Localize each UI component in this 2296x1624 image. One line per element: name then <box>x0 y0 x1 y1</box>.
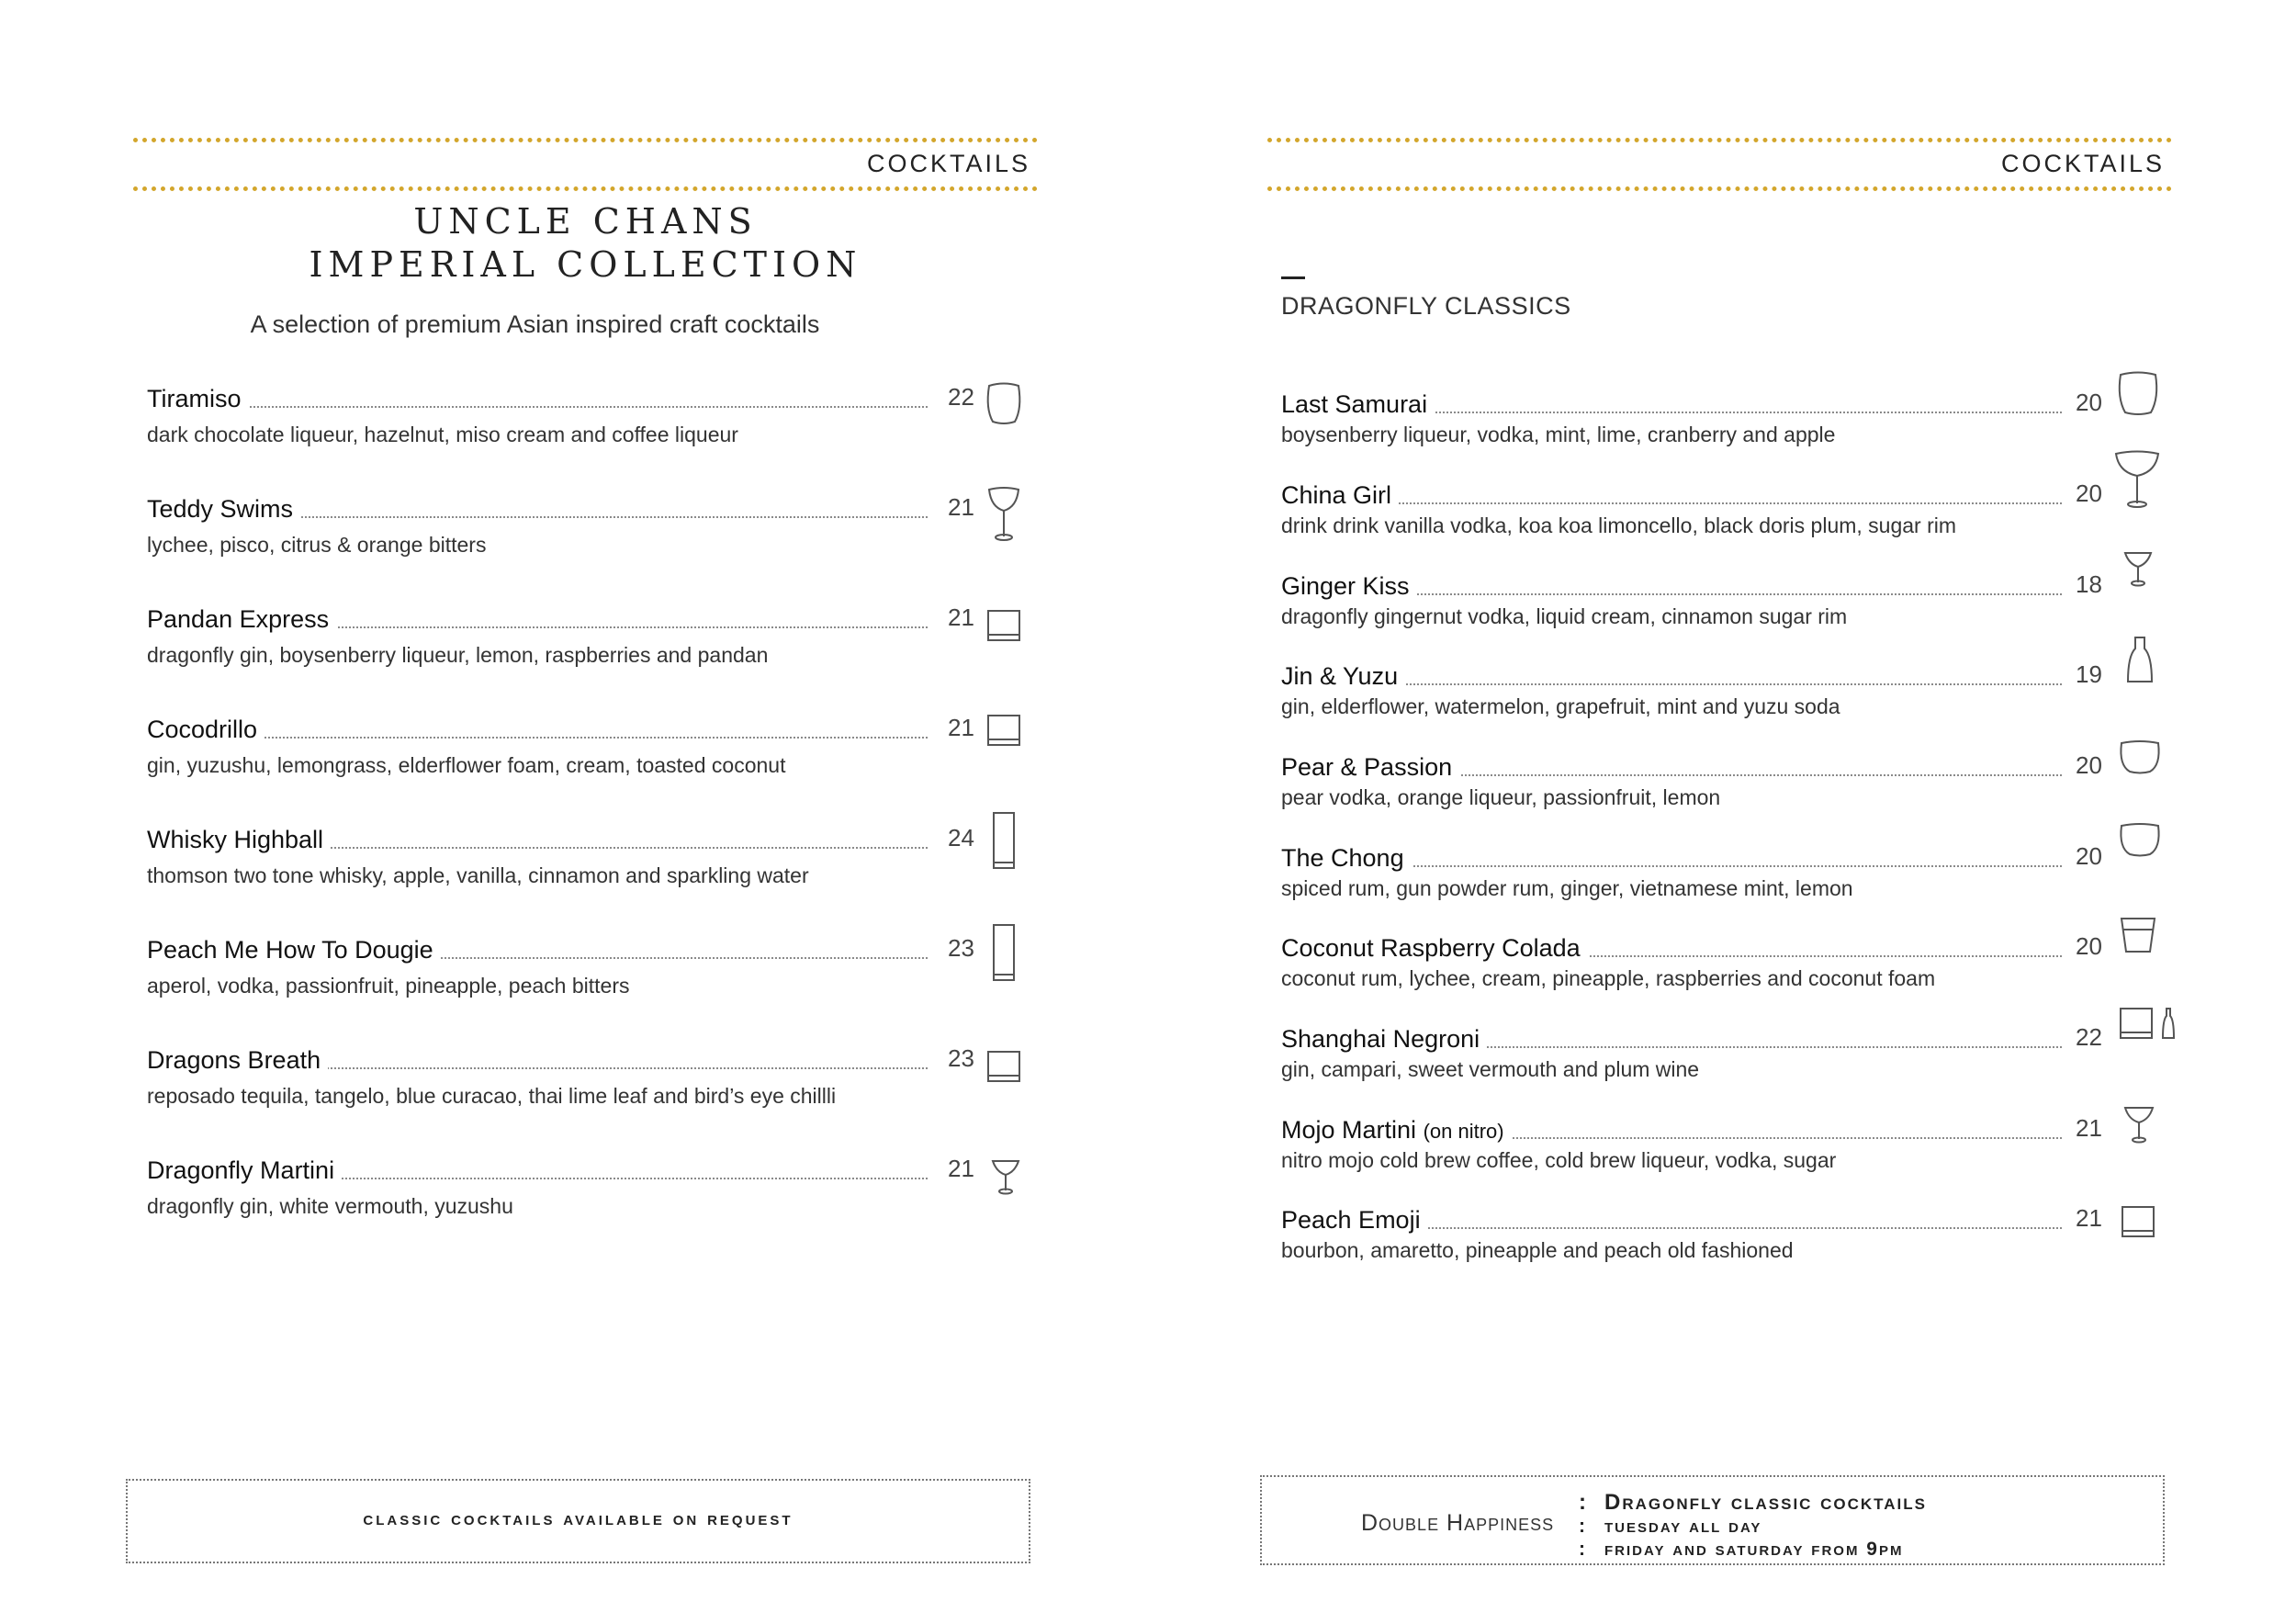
item-name <box>1281 390 1435 419</box>
rocks-glass-icon <box>986 1050 1021 1083</box>
item-price: 20 <box>2076 389 2102 416</box>
menu-item <box>147 1148 1033 1219</box>
bottom-dotted-rule <box>1267 186 2172 191</box>
item-name-text: Ginger Kiss <box>1281 572 1410 600</box>
item-description: bourbon, amaretto, pineapple and peach old fashioned <box>1281 1238 1794 1262</box>
menu-item <box>147 487 1033 558</box>
item-price: 20 <box>2076 751 2102 779</box>
dotted-leader <box>147 406 928 408</box>
title-line-2: IMPERIAL COLLECTION <box>309 244 862 285</box>
menu-item <box>1281 1198 2167 1263</box>
double-happiness-line-text: friday and saturday from 9pm <box>1604 1539 1904 1560</box>
item-name <box>1281 934 1588 963</box>
item-price: 21 <box>2076 1204 2102 1232</box>
menu-item <box>1281 836 2167 901</box>
item-description: dragonfly gin, boysenberry liqueur, lemon, raspberries and pandan <box>147 643 769 667</box>
menu-item <box>1281 564 2167 629</box>
item-price: 19 <box>2076 660 2102 688</box>
item-name <box>1281 572 1417 601</box>
double-happiness-line: : tuesday all day <box>1579 1516 1762 1537</box>
tapered-glass-icon <box>2120 917 2156 953</box>
item-price: 22 <box>948 383 974 411</box>
double-happiness-label: Double Happiness <box>1361 1510 1555 1536</box>
menu-item <box>1281 382 2167 447</box>
section-label: COCKTAILS <box>866 150 1030 177</box>
item-name: Tiramiso <box>147 385 249 413</box>
item-name-text: Coconut Raspberry Colada <box>1281 934 1581 962</box>
item-name <box>1281 1025 1487 1054</box>
tumbler-glass-icon <box>985 381 1022 425</box>
tumbler-glass-icon <box>2117 370 2159 416</box>
item-name-text: The Chong <box>1281 844 1404 872</box>
item-description: reposado tequila, tangelo, blue curacao, thai lime leaf and bird’s eye chillli <box>147 1084 837 1108</box>
item-description: pear vodka, orange liqueur, passionfruit, lemon <box>1281 785 1721 809</box>
highball-glass-icon <box>992 923 1016 982</box>
item-description: gin, elderflower, watermelon, grapefruit, mint and yuzu soda <box>1281 694 1840 718</box>
item-name-note: (on nitro) <box>1423 1120 1504 1143</box>
double-happiness-line-text: tuesday all day <box>1604 1516 1762 1537</box>
item-price: 21 <box>948 603 974 631</box>
coupe-glass-icon <box>987 487 1020 542</box>
item-description: dragonfly gingernut vodka, liquid cream, cinnamon sugar rim <box>1281 604 1848 628</box>
item-name: Dragons Breath <box>147 1046 328 1075</box>
item-price: 20 <box>2076 479 2102 507</box>
item-name: Whisky Highball <box>147 826 331 854</box>
item-description: drink drink vanilla vodka, koa koa limoncello, black doris plum, sugar rim <box>1281 513 1957 537</box>
item-name <box>1281 1206 1428 1235</box>
rocks-glass-icon <box>986 714 1021 747</box>
item-price: 22 <box>2076 1023 2102 1051</box>
menu-item <box>147 1038 1033 1109</box>
item-description: coconut rum, lychee, cream, pineapple, raspberries and coconut foam <box>1281 966 1936 990</box>
item-name-text: Pear & Passion <box>1281 753 1453 781</box>
top-dotted-rule <box>1267 138 2172 142</box>
double-happiness-box <box>1260 1475 2165 1565</box>
item-description: thomson two tone whisky, apple, vanilla, cinnamon and sparkling water <box>147 863 809 887</box>
footer-notice-box <box>126 1479 1030 1563</box>
item-name <box>1281 753 1459 782</box>
item-name: Cocodrillo <box>147 716 264 744</box>
item-name <box>1281 481 1399 510</box>
item-name: Teddy Swims <box>147 495 300 524</box>
item-description: gin, yuzushu, lemongrass, elderflower foam, cream, toasted coconut <box>147 753 786 777</box>
left-menu-page <box>133 0 1038 1624</box>
highball-glass-icon <box>992 811 1016 870</box>
item-name-text: Jin & Yuzu <box>1281 662 1399 690</box>
menu-item <box>147 377 1033 447</box>
item-price: 24 <box>948 824 974 851</box>
top-dotted-rule <box>133 138 1038 142</box>
menu-item <box>1281 473 2167 538</box>
bottom-dotted-rule <box>133 186 1038 191</box>
menu-item <box>147 818 1033 888</box>
item-description: lychee, pisco, citrus & orange bitters <box>147 533 487 557</box>
item-name: Pandan Express <box>147 605 336 634</box>
item-name-text: Peach Emoji <box>1281 1206 1421 1234</box>
martini-glass-icon <box>2123 1106 2155 1145</box>
item-description: nitro mojo cold brew coffee, cold brew liqueur, vodka, sugar <box>1281 1148 1837 1172</box>
item-description: dragonfly gin, white vermouth, yuzushu <box>147 1194 513 1218</box>
coupe-glass-icon <box>2114 450 2160 509</box>
menu-item <box>147 928 1033 998</box>
item-name <box>1281 844 1412 873</box>
item-description: aperol, vodka, passionfruit, pineapple, peach bitters <box>147 974 630 998</box>
item-price: 23 <box>948 1044 974 1072</box>
item-price: 18 <box>2076 570 2102 598</box>
category-heading: DRAGONFLY CLASSICS <box>1281 292 1571 320</box>
item-name-text: China Girl <box>1281 481 1392 509</box>
rocks-glass-icon <box>2121 1205 2155 1238</box>
item-description: dark chocolate liqueur, hazelnut, miso cream and coffee liqueur <box>147 423 738 446</box>
martini-glass-icon <box>991 1159 1020 1196</box>
item-name <box>1281 662 1405 691</box>
item-name: Peach Me How To Dougie <box>147 936 441 964</box>
menu-item <box>1281 745 2167 810</box>
item-price: 21 <box>948 714 974 741</box>
double-happiness-line: : Dragonfly classic cocktails <box>1579 1490 1928 1515</box>
bowl-glass-icon <box>2119 739 2161 774</box>
category-dash <box>1281 276 1305 279</box>
item-price: 20 <box>2076 932 2102 960</box>
menu-item <box>1281 654 2167 719</box>
martini-glass-icon <box>2123 551 2153 588</box>
rocks-glass-icon <box>986 609 1021 642</box>
menu-item <box>1281 926 2167 991</box>
rocks-and-bottle-icon <box>2119 1007 2176 1042</box>
item-description: gin, campari, sweet vermouth and plum wine <box>1281 1057 1700 1081</box>
item-name: Dragonfly Martini <box>147 1156 342 1185</box>
item-price: 20 <box>2076 842 2102 870</box>
collection-subtitle: A selection of premium Asian inspired craft cocktails <box>250 310 820 338</box>
item-name-text: Shanghai Negroni <box>1281 1025 1480 1053</box>
item-description: boysenberry liqueur, vodka, mint, lime, cranberry and apple <box>1281 423 1836 446</box>
footer-notice: classic cocktails available on request <box>363 1508 793 1529</box>
menu-item <box>1281 1017 2167 1082</box>
item-name <box>1281 1116 1512 1145</box>
bowl-glass-icon <box>2119 822 2161 857</box>
item-price: 21 <box>2076 1114 2102 1142</box>
menu-item <box>1281 1108 2167 1173</box>
section-label: COCKTAILS <box>2000 150 2165 177</box>
item-name-text: Last Samurai <box>1281 390 1428 418</box>
menu-item <box>147 707 1033 778</box>
double-happiness-line: : friday and saturday from 9pm <box>1579 1539 1904 1560</box>
menu-item <box>147 597 1033 668</box>
item-price: 21 <box>948 493 974 521</box>
double-happiness-line-text: Dragonfly classic cocktails <box>1604 1490 1928 1515</box>
collection-title <box>133 200 1038 287</box>
item-price: 21 <box>948 1155 974 1182</box>
right-menu-page <box>1267 0 2172 1624</box>
carafe-icon <box>2126 636 2154 683</box>
item-price: 23 <box>948 934 974 962</box>
item-description: spiced rum, gun powder rum, ginger, vietnamese mint, lemon <box>1281 876 1853 900</box>
title-line-1: UNCLE CHANS <box>413 201 758 242</box>
item-name-text: Mojo Martini <box>1281 1116 1417 1144</box>
